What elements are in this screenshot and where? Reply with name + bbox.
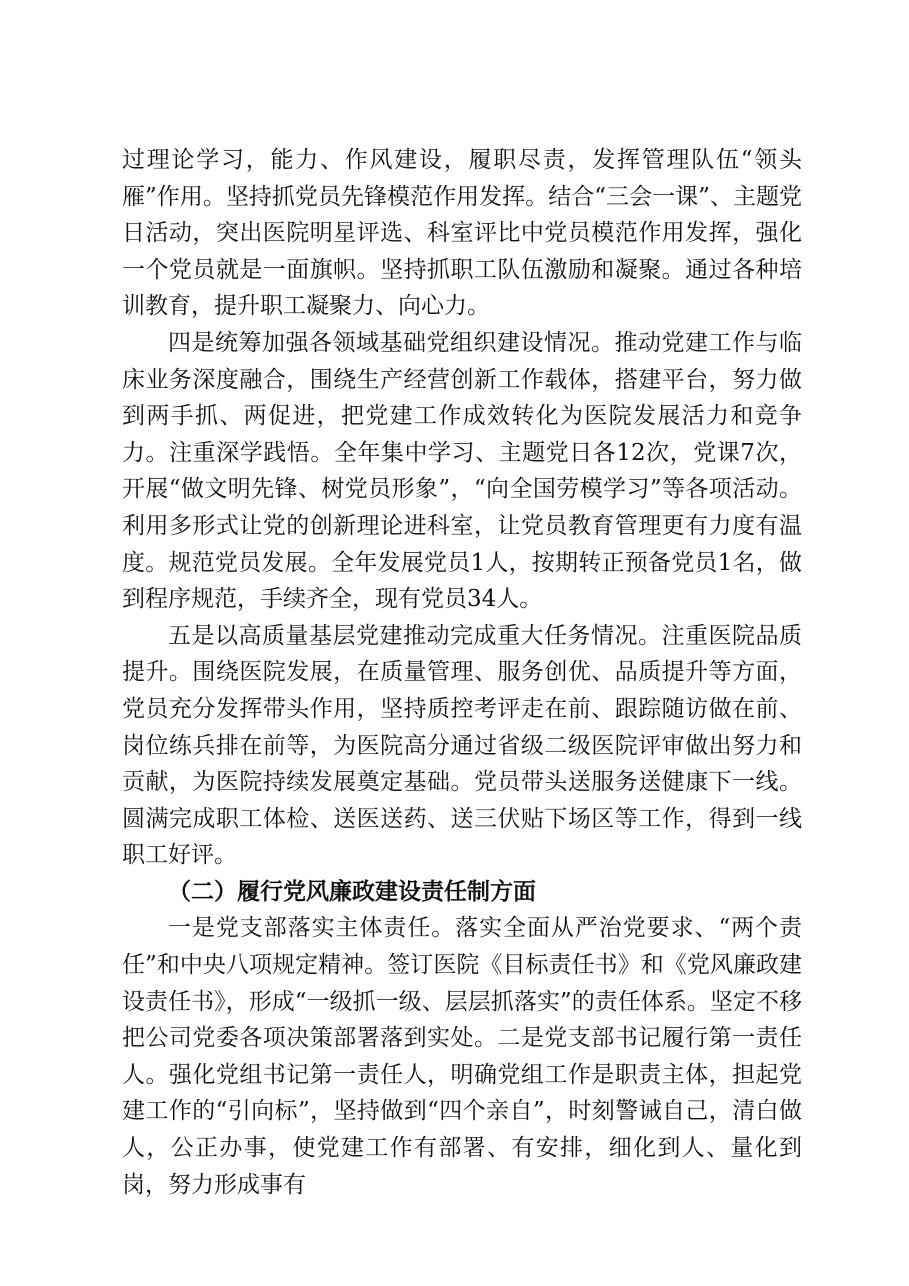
paragraph-major-tasks: 五是以高质量基层党建推动完成重大任务情况。注重医院品质提升。围绕医院发展，在质量管理、服务创优、品质提升等方面，党员充分发挥带头作用，坚持质控考评走在前、跟踪随访做在前、岗位练兵排在前等，为医院高分通过省级二级医院评审做出努力和贡献，为医院持续发展奠定基础。党员带头送服务送健康下一线。圆满完成职工体检、送医送药、送三伏贴下场区等工作，得到一线职工好评。: [122, 622, 802, 869]
section-heading: （二）履行党风廉政建设责任制方面: [168, 877, 536, 905]
body-text: [122, 142, 802, 1203]
paragraph-main-responsibility: 一是党支部落实主体责任。落实全面从严治党要求、“两个责任”和中央八项规定精神。签订医院《目标责任书》和《党风廉政建设责任书》，形成“一级抓一级、层层抓落实”的责任体系。坚定不移把公司党委各项决策部署落到实处。二是党支部书记履行第一责任人。强化党组书记第一责任人，明确党组工作是职责主体，担起党建工作的“引向标”，坚持做到“四个亲自”，时刻警诫自己，清白做人，公正办事，使党建工作有部署、有安排，细化到人、量化到岗，努力形成事有: [122, 915, 802, 1198]
paragraph-grassroots-organization: 四是统筹加强各领域基础党组织建设情况。推动党建工作与临床业务深度融合，围绕生产经营创新工作载体，搭建平台，努力做到两手抓、两促进，把党建工作成效转化为医院发展活力和竞争力。注重深学践悟。全年集中学习、主题党日各12次，党课7次，开展“做文明先锋、树党员形象”，“向全国劳模学习”等各项活动。利用多形式让党的创新理论进科室，让党员教育管理更有力度有温度。规范党员发展。全年发展党员1人，按期转正预备党员1名，做到程序规范，手续齐全，现有党员34人。: [122, 329, 802, 613]
paragraph-continuation: 过理论学习，能力、作风建设，履职尽责，发挥管理队伍“领头雁”作用。坚持抓党员先锋模范作用发挥。结合“三会一课”、主题党日活动，突出医院明星评选、科室评比中党员模范作用发挥，强化一个党员就是一面旗帜。坚持抓职工队伍激励和凝聚。通过各种培训教育，提升职工凝聚力、向心力。: [122, 147, 802, 320]
